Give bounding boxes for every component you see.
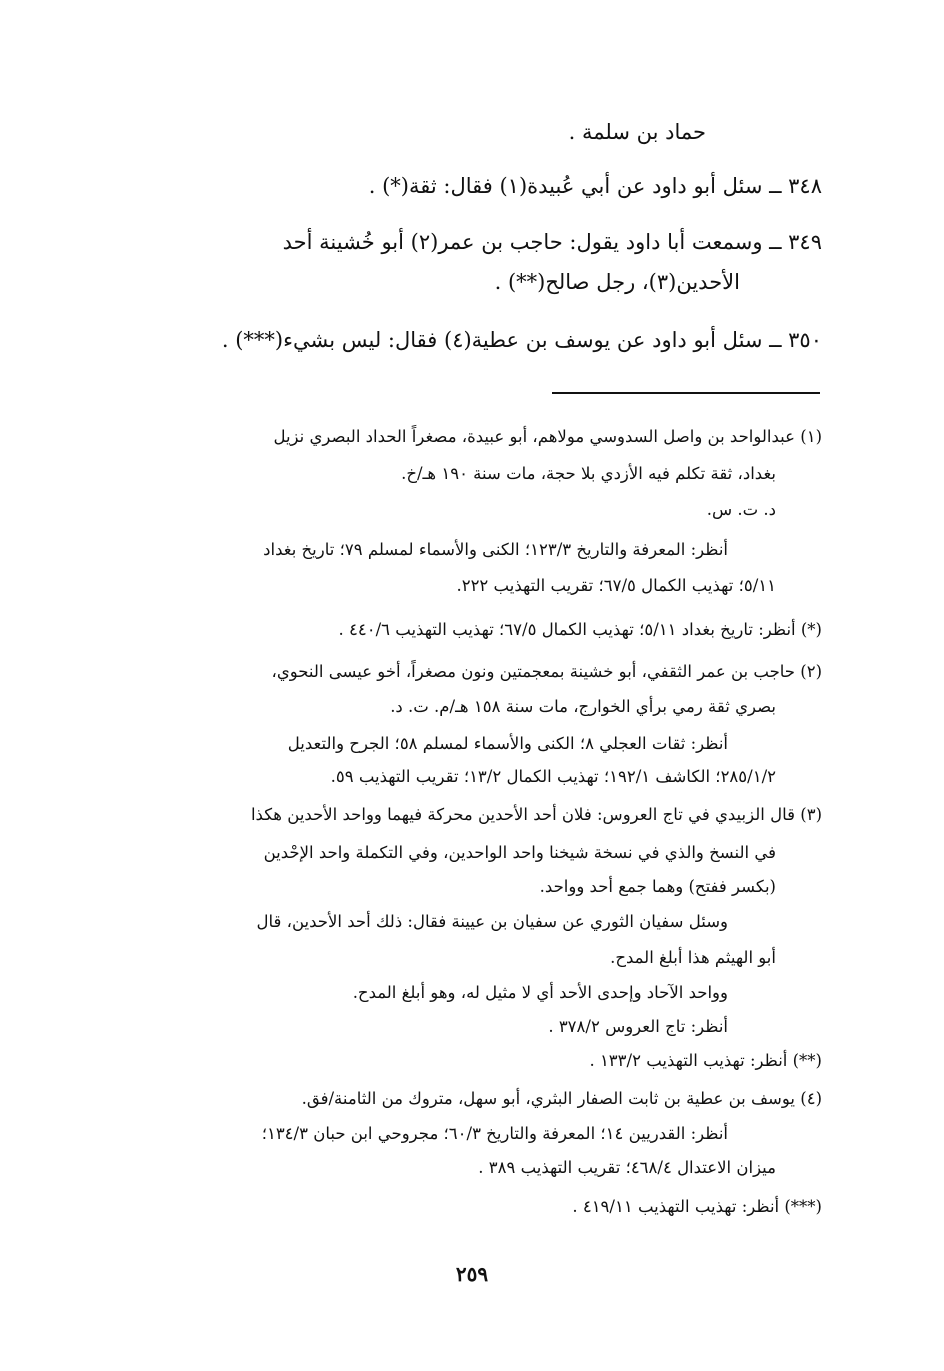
footnote-4-line-2: أنظر: القدريين ١٤؛ المعرفة والتاريخ ٦٠/٣؛ مجروحي ابن حبان ١٣٤/٣؛	[261, 1124, 728, 1143]
entry-350: ٣٥٠ ــ سئل أبو داود عن يوسف بن عطية(٤) فقال: ليس بشيء(***) .	[221, 328, 822, 352]
footnote-2-line-4: ٢٨٥/١/٢؛ الكاشف ١٩٢/١؛ تهذيب الكمال ١٣/٢؛ تقريب التهذيب ٥٩.	[330, 767, 776, 786]
footnote-2-line-3: أنظر: ثقات العجلي ٨؛ الكنى والأسماء لمسلم ٥٨؛ الجرح والتعديل	[287, 734, 728, 753]
footnote-1-line-3: د. ت. س.	[706, 500, 776, 519]
footnote-1-line-4: أنظر: المعرفة والتاريخ ١٢٣/٣؛ الكنى والأسماء لمسلم ٧٩؛ تاريخ بغداد	[263, 540, 728, 559]
entry-348: ٣٤٨ ــ سئل أبو داود عن أبي عُبيدة(١) فقال: ثقة(*) .	[368, 174, 822, 198]
entry-349-line-2: الأحدين(٣)، رجل صالح(**) .	[494, 270, 740, 294]
footnote-4-line-1: (٤) يوسف بن عطية بن ثابت الصفار البثري، أبو سهل، متروك من الثامنة/فق.	[301, 1089, 822, 1108]
footnote-star-2: (**) أنظر: تهذيب التهذيب ١٣٣/٢ .	[589, 1051, 822, 1070]
footnote-1-line-5: ٥/١١؛ تهذيب الكمال ٦٧/٥؛ تقريب التهذيب ٢٢٢.	[456, 576, 776, 595]
footnote-3-line-1: (٣) قال الزبيدي في تاج العروس: فلان أحد الأحدين محركة فيهما وواحد الأحدين هكذا	[250, 805, 822, 824]
entry-349-line-1: ٣٤٩ ــ وسمعت أبا داود يقول: حاجب بن عمر(٢) أبو خُشينة أحد	[282, 230, 822, 254]
footnote-star-3: (***) أنظر: تهذيب التهذيب ٤١٩/١١ .	[572, 1197, 822, 1216]
footnote-1-line-2: بغداد، ثقة تكلم فيه الأزدي بلا حجة، مات سنة ١٩٠ هـ/خ.	[401, 464, 776, 483]
footnote-2-line-2: بصري ثقة رمي برأي الخوارج، مات سنة ١٥٨ هـ/م. ت. د.	[390, 697, 776, 716]
footnote-3-line-4: وسئل سفيان الثوري عن سفيان بن عيينة فقال: ذلك أحد الأحدين، قال	[256, 912, 728, 931]
footnote-4-line-3: ميزان الاعتدال ٤٦٨/٤؛ تقريب التهذيب ٣٨٩ .	[478, 1158, 776, 1177]
footnote-2-line-1: (٢) حاجب بن عمر الثقفي، أبو خشينة بمعجمتين ونون مصغراً، أخو عيسى النحوي،	[271, 662, 822, 681]
footnote-3-line-2: في النسخ والذي في نسخة شيخنا واحد الواحدين، وفي التكملة واحد الإحْدين	[263, 843, 776, 862]
footnote-3-line-5: أبو الهيثم هذا أبلغ المدح.	[610, 948, 776, 967]
footnote-1-line-1: (١) عبدالواحد بن واصل السدوسي مولاهم، أبو عبيدة، مصغراً الحداد البصري نزيل	[273, 427, 822, 446]
page-number: ٢٥٩	[455, 1262, 489, 1286]
footnote-separator	[552, 392, 820, 394]
footnote-3-line-7: أنظر: تاج العروس ٣٧٨/٢ .	[548, 1017, 728, 1036]
footnote-star-1: (*) أنظر: تاريخ بغداد ٥/١١؛ تهذيب الكمال ٦٧/٥؛ تهذيب التهذيب ٤٤٠/٦ .	[338, 620, 822, 639]
footnote-3-line-6: وواحد الآحاد وإحدى الأحد أي لا مثيل له، وهو أبلغ المدح.	[352, 983, 728, 1002]
main-line: حماد بن سلمة .	[568, 120, 706, 144]
footnote-3-line-3: (بكسر ففتح) وهما جمع أحد وواحد.	[539, 877, 776, 896]
